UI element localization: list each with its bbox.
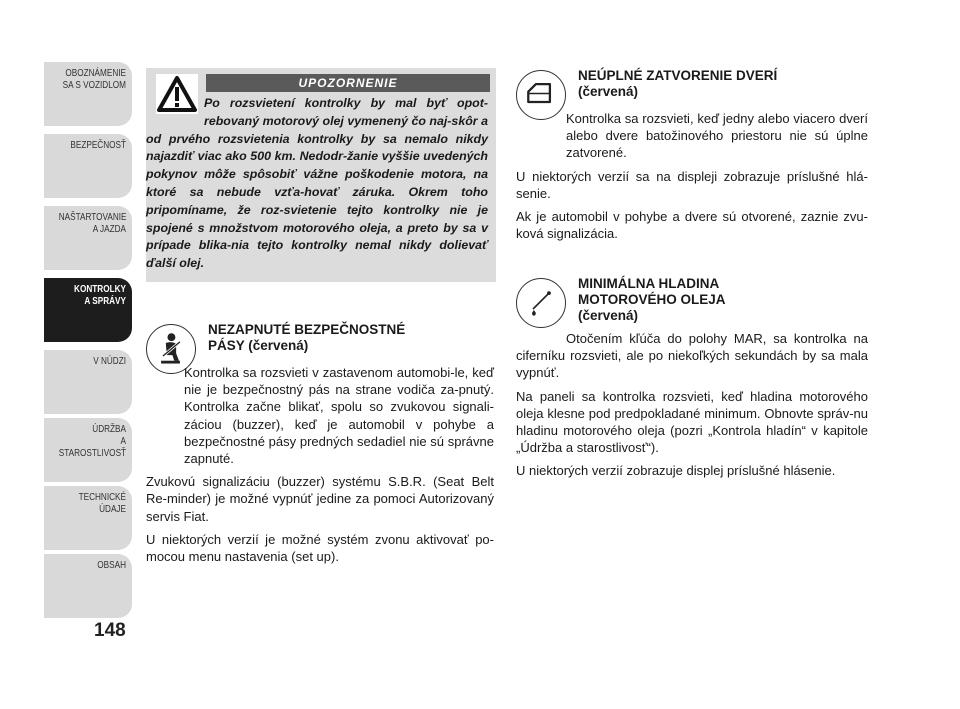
sidebar-tab-technical[interactable]: TECHNICKÉ ÚDAJE	[44, 486, 132, 550]
seatbelt-paragraph-2: Zvukovú signalizáciu (buzzer) systému S.B.R. (Seat Belt Re-minder) je možné vypnúť jedine za pomoci Autorizovaný servis Fiat.	[146, 474, 494, 524]
page-number: 148	[94, 620, 126, 641]
seatbelt-paragraph-1: Kontrolka sa rozsvieti v zastavenom automobi-le, keď nie je bezpečnostný pás na strane vodiča za-pnutý. Kontrolka začne blikať, spolu so zvukovou signali-záciou (buzzer), keď je automobil v pohybe a bezpečnostné pásy predných sedadiel nie sú správne zapnuté.	[184, 365, 494, 467]
sidebar-tab-contents[interactable]: OBSAH	[44, 554, 132, 618]
warning-title: UPOZORNENIE	[206, 74, 490, 92]
door-paragraph-1: Kontrolka sa rozsvieti, keď jedny alebo viacero dverí alebo dvere batožinového priestoru nie sú úplne zatvorené.	[566, 111, 868, 161]
warning-box	[146, 68, 496, 282]
sidebar-tab-driving[interactable]: NAŠTARTOVANIE A JAZDA	[44, 206, 132, 270]
warning-text: Po rozsvietení kontrolky by mal byť opot-rebovaný motorový olej vymenený čo naj-skôr a od prvého rozsvietenia kontrolky by sa nemalo nikdy najazdiť viac ako 500 km. Nedodr-žanie vyššie uvedených pokynov môže spôsobiť vážne poškodenie motora, na ktoré sa nebude vzťa-hovať záruka. Okrem toho pripomíname, že roz-svietenie tejto kontrolky nie je spojené s množstvom motorového oleja, a preto by sa v prípade blika-nia tejto kontrolky nemal nikdy dolievať ďalší olej.	[146, 96, 488, 271]
oil-paragraph-1: Otočením kľúča do polohy MAR, sa kontrolka na ciferníku rozsvieti, ale po niekoľkých sekundách by sa mala vypnúť.	[516, 331, 868, 381]
oil-body	[516, 330, 868, 486]
seatbelt-paragraph-3: U niektorých verzií je možné systém zvonu aktivovať po-mocou menu nastavenia (set up).	[146, 531, 494, 565]
oil-title: MINIMÁLNA HLADINA MOTOROVÉHO OLEJA (červená)	[578, 276, 726, 323]
sidebar-tab-emergency[interactable]: V NÚDZI	[44, 350, 132, 414]
sidebar-tab-maintenance[interactable]: ÚDRŽBA A STAROSTLIVOSŤ	[44, 418, 132, 482]
sidebar-tab-warning-lights[interactable]: KONTROLKY A SPRÁVY	[44, 278, 132, 342]
door-paragraph-3: Ak je automobil v pohybe a dvere sú otvorené, zaznie zvu-ková signalizácia.	[516, 209, 868, 242]
door-title: NEÚPLNÉ ZATVORENIE DVERÍ (červená)	[578, 68, 778, 99]
door-body	[516, 110, 868, 248]
seatbelt-body	[146, 364, 494, 571]
sidebar-tab-safety[interactable]: BEZPEČNOSŤ	[44, 134, 132, 198]
door-paragraph-2: U niektorých verzií sa na displeji zobrazuje príslušné hlá-senie.	[516, 168, 868, 201]
sidebar-tab-intro[interactable]: OBOZNÁMENIE SA S VOZIDLOM	[44, 62, 132, 126]
oil-level-icon	[516, 278, 566, 328]
oil-paragraph-3: U niektorých verzií zobrazuje displej príslušné hlásenie.	[516, 463, 836, 479]
oil-paragraph-2: Na paneli sa kontrolka rozsvieti, keď hladina motorového oleja klesne pod predpokladané minimum. Obnovte správ-nu hladinu motorového oleja (pozri „Kontrola hladín“ v kapitole „Údržba a starostlivosť“).	[516, 388, 868, 456]
seatbelt-title: NEZAPNUTÉ BEZPEČNOSTNÉ PÁSY (červená)	[208, 322, 406, 353]
